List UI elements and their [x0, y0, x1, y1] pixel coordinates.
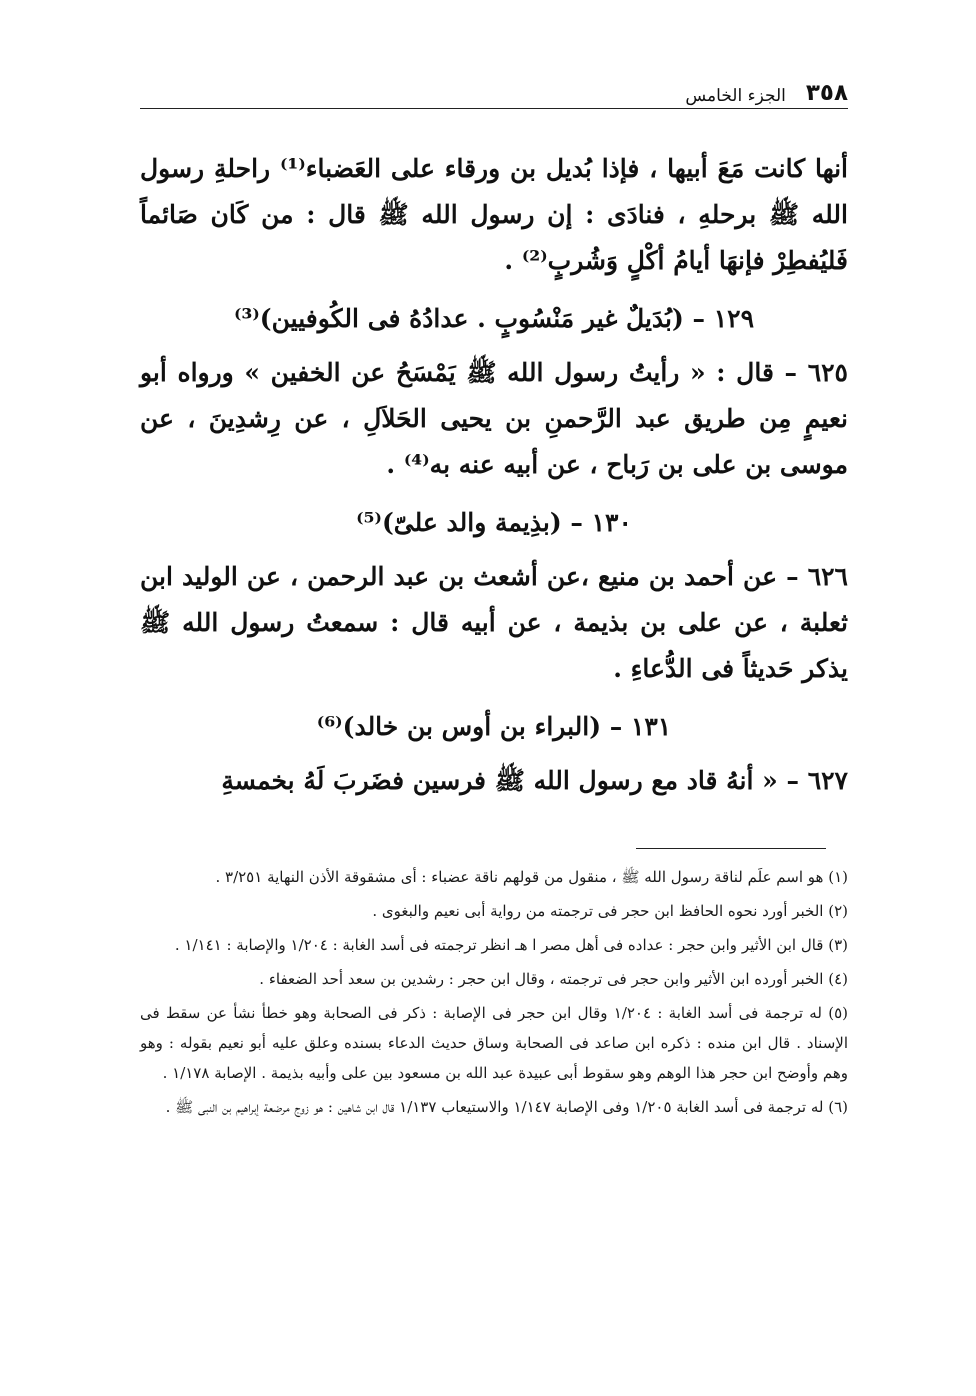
page-header — [140, 70, 848, 106]
footnotes — [140, 862, 848, 1126]
footnote-4: (٤) الخبر أورده ابن الأثير وابن حجر فى ترجمته ، وقال ابن حجر : رشدين بن سعد أحد الضعفاء . — [259, 970, 848, 988]
entry-heading-129: ١٢٩ – (بُدَيلٌ غير مَنْسُوبٍ . عدادُهُ فى الكُوفيين)⁽³⁾ — [233, 304, 755, 333]
footnote-2: (٢) الخبر أورد نحوه الحافظ ابن حجر فى ترجمته من رواية أبى نعيم والبغوى . — [372, 902, 848, 920]
paragraph-627: ٦٢٧ – « أنهُ قاد مع رسول الله ﷺ فرسين فضَربَ لَهُ بخمسةِ — [221, 766, 848, 795]
paragraph-626: ٦٢٦ – عن أحمد بن منيع ،عن أشعث بن عبد الرحمن ، عن الوليد ابن ثعلبة ، عن على بن بذيمة ، عن أبيه قال : سمعتُ رسول الله ﷺ يذكر حَديثاً فى الدُّعاءِ . — [140, 562, 848, 683]
paragraph-opening: أنها كانت مَعَ أبيها ، فإذا بُديل بن ورقاء على العَضباء⁽¹⁾ راحلةِ رسول الله ﷺ برحلهِ ، فنادَى : إن رسول الله ﷺ قال : من كَان صَائماً فَليُفطِرْ فإنهَا أيامُ أكْلٍ وَشُربٍ⁽²⁾ . — [140, 154, 848, 275]
header-divider — [140, 108, 848, 109]
paragraph-625: ٦٢٥ – قال : « رأيتُ رسول الله ﷺ يَمْسَحُ عن الخفين » ورواه أبو نعيمٍ مِن طريق عبد الرَّحمنِ بن يحيى الحَلاَلِ ، عن رِشدِينَ ، عن موسى بن على بن رَباح ، عن أبيه عنه به⁽⁴⁾ . — [140, 358, 848, 479]
entry-heading-131: ١٣١ – (البراء بن أوس بن خالد)⁽⁶⁾ — [316, 712, 672, 741]
entry-heading-130: ١٣٠ – (بذِيمة والد علىّ)⁽⁵⁾ — [356, 508, 632, 537]
running-title: الجزء الخامس — [685, 86, 786, 106]
footnote-5: (٥) له ترجمة فى أسد الغابة : ١/٢٠٤ وقال ابن حجر فى الإصابة : ذكر فى الصحابة وهو خطأ نشأ عن سقط فى الإسناد . قال ابن منده : ذكره ابن صاعد فى الصحابة وساق حديث الدعاء بسنده وعلق عليه أبو نعيم بقوله : وهو وهم وأوضح ابن حجر هذا الوهم وهو سقوط أبى عبيدة عبد الله بن مسعود بين على وأبيه بذيمة . الإصابة ١/١٧٨ . — [140, 1004, 848, 1082]
footnote-1: (١) هو اسم علَم لناقة رسول الله ﷺ ، منقول من قولهم ناقة عضباء : أى مشقوقة الأذن النهاية ٣/٢٥١ . — [215, 868, 848, 886]
footnote-divider — [636, 848, 826, 849]
footnote-3: (٣) قال ابن الأثير وابن حجر : عداده فى أهل مصر ا هـ انظر ترجمته فى أسد الغابة : ١/٢٠٤ والإصابة : ١/١٤١ . — [174, 936, 848, 954]
footnote-6: (٦) له ترجمة فى أسد الغابة ١/٢٠٥ وفى الإصابة ١/١٤٧ والاستيعاب ١/١٣٧ قال ابن شاهين : هو زوج مرضعة إبراهيم بن النبى ﷺ . — [165, 1098, 848, 1116]
page-number: ٣٥٨ — [805, 80, 848, 106]
main-text — [140, 146, 848, 804]
